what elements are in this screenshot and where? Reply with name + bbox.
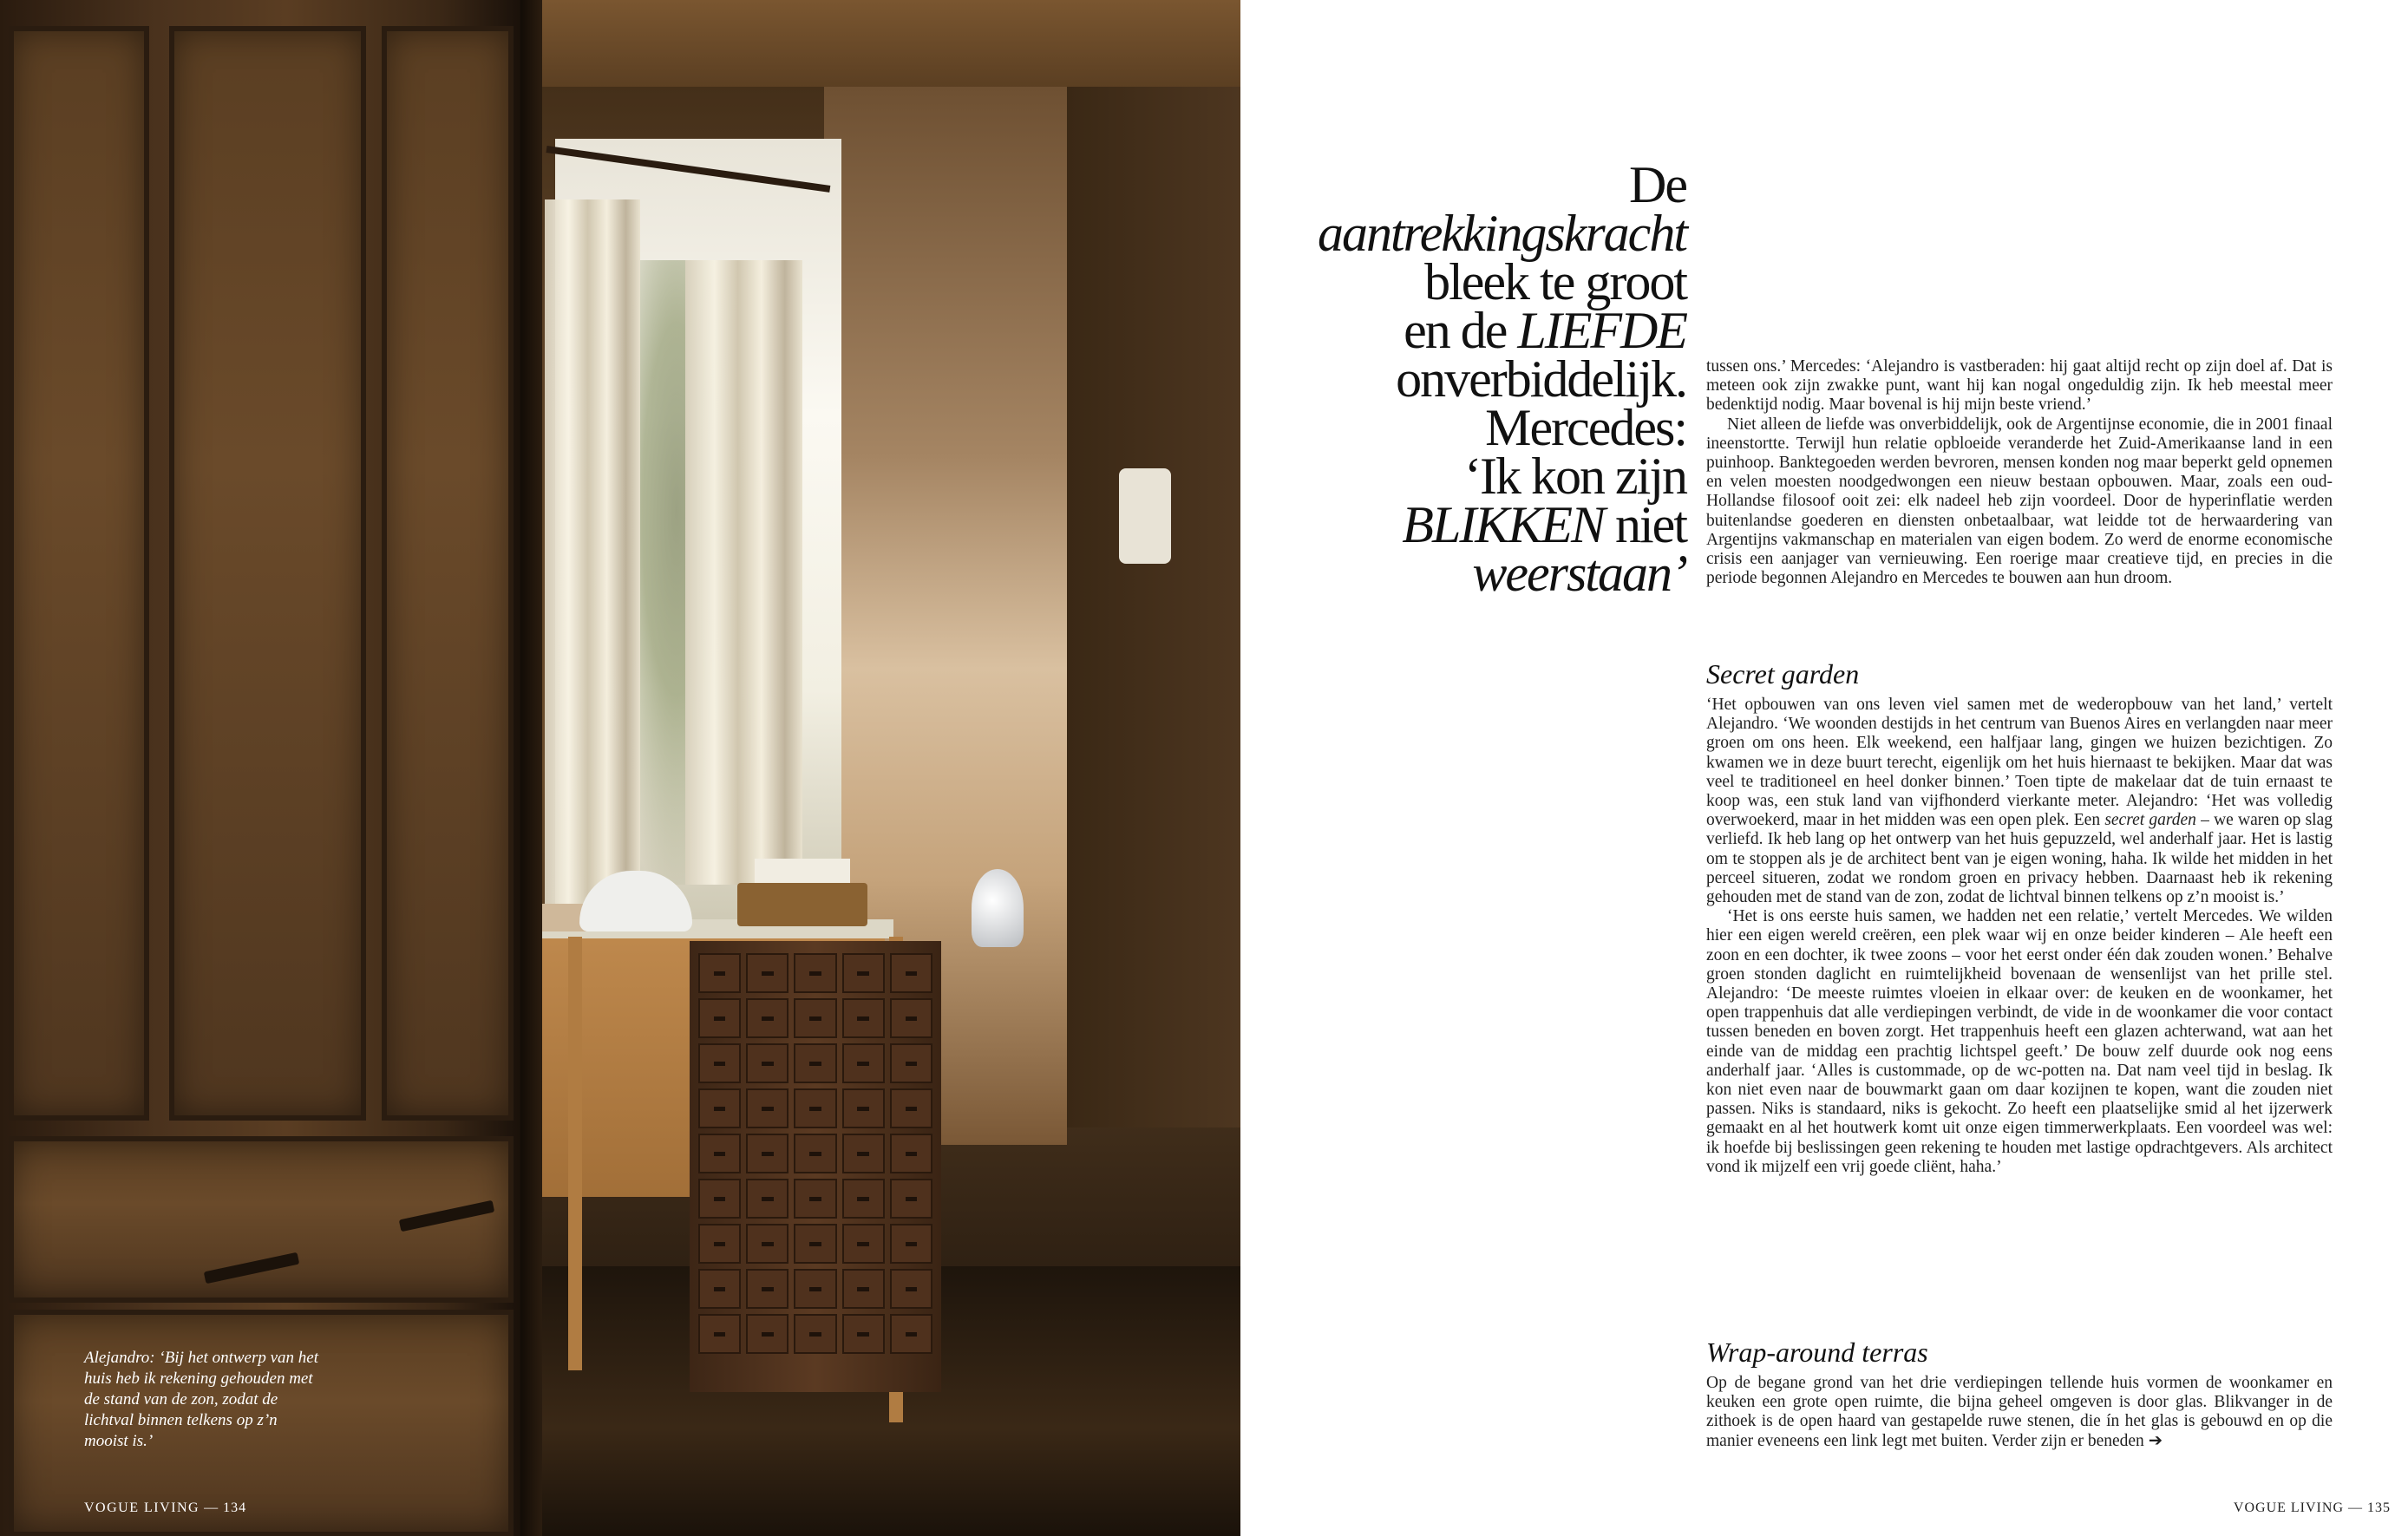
subheading-secret-garden: Secret garden [1706,658,1860,690]
cabinet-drawer [794,1043,836,1083]
cabinet-drawer [890,1314,932,1354]
folio-publication: VOGUE LIVING [2233,1500,2344,1515]
wardrobe-panel [9,26,149,1121]
cabinet-drawer [746,1314,788,1354]
subheading-wrap-around-terras: Wrap-around terras [1706,1337,1928,1368]
cabinet-drawer [842,998,885,1038]
wardrobe-panel [382,26,514,1121]
headline-line: ‘Ik kon zijn [1464,448,1686,505]
folio-page-number: — 135 [2348,1500,2391,1515]
desk-lamp [972,869,1024,947]
cabinet-drawer [794,998,836,1038]
folio-page-number: — 134 [204,1500,247,1515]
cabinet-drawer [842,1269,885,1309]
continue-arrow-icon: ➔ [2148,1431,2163,1450]
cabinet-drawer [890,1088,932,1128]
headline-line: De [1629,156,1686,213]
cabinet-drawer [698,1088,741,1128]
cabinet-drawer [842,1179,885,1219]
cabinet-drawer [794,953,836,993]
folio-left [84,1500,246,1516]
cabinet-drawer [794,1088,836,1128]
body-paragraph: tussen ons.’ Mercedes: ‘Alejandro is vastberaden: hij gaat altijd recht op zijn doel af. Dat is meteen ook zijn zwakke punt, want hij kan nogal ongeduldig zijn. Ik heb meestal meer bedenktijd nodig. Maar bovenal is hij mijn beste vriend.’ [1706,357,2333,415]
cabinet-drawer [746,1088,788,1128]
cabinet-drawer [698,1043,741,1083]
cabinet-drawer [698,1314,741,1354]
photo-caption: Alejandro: ‘Bij het ontwerp van het huis heb ik rekening gehouden met de stand van de zon, zodat de lichtval binnen telkens op z’n mooist is.’ [84,1349,318,1450]
body-paragraph: Niet alleen de liefde was onverbiddelijk, ook de Argentijnse economie, die in 2001 finaal ineenstortte. Terwijl hun relatie opbloeide veranderde het Zuid-Amerikaanse land in een puinhoop. Banktegoeden werden bevroren, mensen konden nog maar beperkt geld opnemen en velen moesten noodgedwongen een nieuw bestaan opbouwen. Maar, zoals een oud-Hollandse filosoof ooit zei: elk nadeel heb zijn voordeel. Door de hyperinflatie werden buitenlandse goederen en diensten onbetaalbaar, wat leidde tot de herwaardering van Argentijns vakmanschap en materialen van eigen bodem. Zo werd de enorme economische crisis een aanjager van vernieuwing. Een roerige maar creatieve tijd, en precies in die periode begonnen Alejandro en Mercedes te bouwen aan hun droom. [1706,415,2333,588]
article-column-middle [1706,696,2333,1177]
body-paragraph: ‘Het is ons eerste huis samen, we hadden net een relatie,’ vertelt Mercedes. We wilden hier een eigen wereld creëren, een plek waar wij en onze beider kinderen – Ale heeft een zoon en een dochter, ik twee zoons – voor het eerst onder één dak zouden wonen.’ Behalve groen stonden daglicht en ruimtelijkheid bovenaan de wensenlijst van het prille stel. Alejandro: ‘De meeste ruimtes vloeien in elkaar over: de keuken en de woonkamer, het open trappenhuis dat alle verdiepingen verbindt, de vide in de woonkamer die voor contact tussen beneden en boven zorgt. Het trappenhuis heeft een glazen achterwand, wat aan het einde van de middag een prachtig lichtspel geeft.’ De bouw zelf duurde ook nog eens anderhalf jaar. ‘Alles is custommade, op de wc-potten na. Dat nam veel tijd in beslag. Ik kon niet even naar de bouwmarkt gaan om daar kozijnen te kopen, want die zouden niet passen. Niks is standaard, niks is gekocht. Zo heeft een plaatselijke smid al het ijzerwerk gemaakt en al het houtwerk komt uit onze eigen timmerwerkplaats. Een voordeel was wel: ik hoefde bij beslissingen geen rekening te houden met lastige opdrachtgevers. Als architect vond ik mijzelf een vrij goede cliënt, haha.’ [1706,907,2333,1176]
cabinet-drawer [842,1224,885,1264]
cabinet-drawer [890,1269,932,1309]
cabinet-drawer [698,1134,741,1173]
side-window-frame [1067,87,1240,1127]
folio-right [2234,1500,2391,1516]
drawer-cabinet [690,941,941,1392]
cabinet-drawer [842,1043,885,1083]
body-paragraph: ‘Het opbouwen van ons leven viel samen met de wederopbouw van het land,’ vertelt Alejandro. ‘We woonden destijds in het centrum van Buenos Aires en verlangden naar meer groen om ons heen. Elk weekend, een halfjaar lang, gingen we huizen bezichtigen. Zo kwamen we in deze buurt terecht, eigenlijk om het huis hiernaast te bekijken. Maar dat was veel te traditioneel en heel donker binnen.’ Toen tipte de makelaar dat de tuin ernaast te koop was, een stuk land van vijfhonderd vierkante meter. Alejandro: ‘Het was volledig overwoekerd, maar in het midden was een open plek. Een secret garden – we waren op slag verliefd. Ik heb lang op het ontwerp van het huis gepuzzeld, wel anderhalf jaar. Het is lastig om te stoppen als je de architect bent van je eigen woning, haha. Ik wilde het midden in het perceel situeren, zodat we rondom groen en privacy hebben. Daarnaast heb ik rekening gehouden met de stand van de zon, zodat de lichtval binnen telkens op z’n mooist is.’ [1706,696,2333,907]
cabinet-drawer [842,1314,885,1354]
body-paragraph: Op de begane grond van het drie verdiepingen tellende huis vormen de woonkamer en keuken een grote open ruimte, die bijna geheel omgeven is door glas. Blikvanger in de zithoek is de open haard van gestapelde ruwe stenen, die ín het glas is gebouwd en op die manier eveneens een link legt met buiten. Verder zijn er beneden ➔ [1706,1374,2333,1450]
cabinet-drawer [794,1179,836,1219]
headline-line: aantrekkingskracht [1318,205,1686,262]
cabinet-drawer [890,1224,932,1264]
curtain-right [685,260,802,885]
wardrobe-panel [169,26,366,1121]
cabinet-drawer [746,1224,788,1264]
cabinet-drawer [794,1224,836,1264]
cabinet-drawer [746,953,788,993]
cabinet-drawer [794,1269,836,1309]
door-frame [520,0,542,1536]
headline-line: bleek te groot [1424,253,1686,310]
cabinet-drawer [890,953,932,993]
headline-line: Mercedes: [1485,399,1686,456]
small-box [534,904,586,931]
folio-publication: VOGUE LIVING [84,1500,200,1515]
wooden-ceiling [542,0,1240,87]
cabinet-drawer [842,953,885,993]
headline-line: en de LIEFDE [1404,302,1686,359]
cabinet-drawer [746,1269,788,1309]
headline-line: weerstaan’ [1472,545,1686,602]
cabinet-drawer [842,1088,885,1128]
cabinet-drawer [794,1134,836,1173]
cabinet-drawer [698,1224,741,1264]
article-column-bottom [1706,1374,2333,1451]
cabinet-drawer [698,953,741,993]
cabinet-drawer [890,998,932,1038]
cabinet-drawer [890,1179,932,1219]
cabinet-drawer [890,1134,932,1173]
desk-leg [568,937,582,1370]
cabinet-drawer [746,1043,788,1083]
cabinet-drawer [794,1314,836,1354]
cabinet-drawer [890,1043,932,1083]
cabinet-drawer [746,1179,788,1219]
cabinet-drawer [842,1134,885,1173]
pull-quote-headline [1235,156,1686,602]
headline-line: onverbiddelijk. [1396,350,1686,408]
cabinet-drawer [698,1179,741,1219]
cabinet-drawer [698,998,741,1038]
cabinet-drawer [698,1269,741,1309]
woven-basket [737,883,867,926]
article-column-top [1706,357,2333,588]
light-switch [1119,468,1171,564]
cabinet-drawer [746,998,788,1038]
headline-line: BLIKKEN niet [1402,496,1686,553]
cabinet-drawer [746,1134,788,1173]
